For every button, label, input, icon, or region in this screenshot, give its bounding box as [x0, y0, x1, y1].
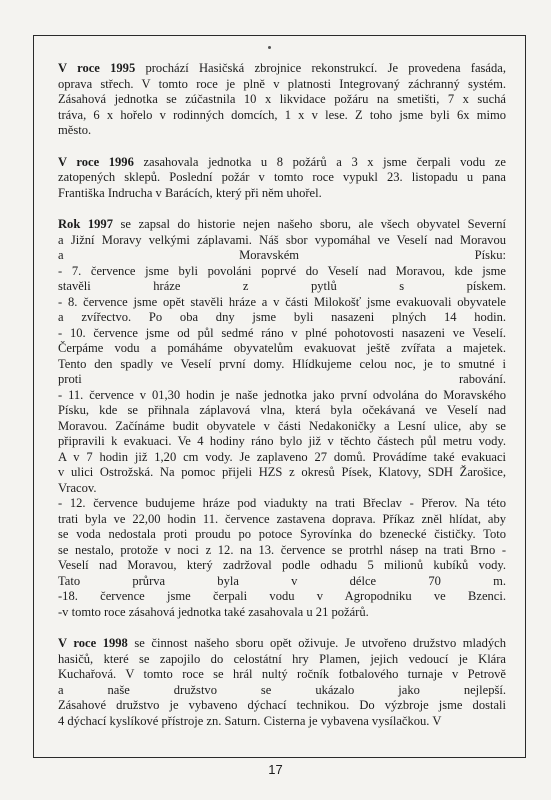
text-line	[58, 512, 506, 528]
line-text: oprava střech. V tomto roce je plně v platnosti Integrovaný záchranný systém.	[58, 76, 506, 91]
line-text: zasahovala jednotka u 8 požárů a 3 x jsme čerpali vodu ze	[133, 154, 506, 169]
line-text: -v tomto roce zásahová jednotka také zasahovala u 21 požárů.	[58, 604, 369, 619]
year-heading: V roce 1996	[58, 154, 134, 169]
text-line	[58, 77, 506, 93]
year-heading: Rok 1997	[58, 217, 113, 231]
text-line	[58, 326, 506, 342]
text-line	[58, 61, 506, 77]
text-line	[58, 295, 506, 311]
line-text: Veselí nad Moravou, který zadržoval podle odhadu 5 milionů kubíků vody.	[58, 558, 506, 572]
text-line	[58, 667, 506, 683]
paragraph	[58, 636, 506, 729]
line-text: a naše družstvo se ukázalo jako nejlepší.	[58, 682, 506, 697]
text-line	[58, 372, 506, 388]
line-text: - 7. července jsme byli povoláni poprvé do Veselí nad Moravou, kde jsme	[58, 263, 506, 278]
line-text: Františka Indrucha v Barácích, který při něm uhořel.	[58, 185, 322, 200]
line-text: proti rabování.	[58, 372, 506, 386]
line-text: a Jižní Moravy velkými záplavami. Náš sbor vypomáhal ve Veselí nad Moravou	[58, 232, 506, 247]
text-line	[58, 279, 506, 295]
line-text: a zvířectvo. Po oba dny jsme byli nasazeni plných 14 hodin.	[58, 310, 506, 324]
line-text: se nestalo, protože v noci z 12. na 13. července se protrhl násep na trati Brno -	[58, 542, 506, 557]
line-text: -18. července jsme čerpali vodu v Agropodniku ve Bzenci.	[58, 589, 506, 603]
line-text: Písku, kde se přihnala záplavová vlna, která byla očekávaná ve Veselí nad	[58, 403, 506, 417]
line-text: se činnost našeho sboru opět oživuje. Je utvořeno družstvo mladých	[127, 636, 506, 650]
text-line	[58, 589, 506, 605]
text-line	[58, 248, 506, 264]
line-text: - 10. července jsme od půl sedmé ráno v plné pohotovosti nasazeni ve Veselí.	[58, 325, 506, 340]
line-text: Kuchařová. V tomto roce se hrál nultý ročník fotbalového turnaje v Petrově	[58, 667, 506, 681]
text-line	[58, 465, 506, 481]
line-text: - 11. července v 01,30 hodin je naše jednotka jako první odvolána do Moravského	[58, 387, 506, 402]
line-text: se zapsal do historie nejen našeho sboru, ale všech obyvatel Severní	[112, 217, 506, 231]
line-text: připravili k evakuaci. Ve 4 hodiny ráno bylo již v těchto částech půl metru vody.	[58, 434, 506, 448]
text-line	[58, 574, 506, 590]
line-text: trati byla ve 22,00 hodin 11. července zastavena doprava. Příkaz zněl hlídat, aby	[58, 511, 506, 526]
text-line	[58, 714, 506, 730]
text-line	[58, 543, 506, 559]
year-heading: V roce 1995	[58, 61, 136, 75]
line-text: Tato průrva byla v délce 70 m.	[58, 573, 506, 588]
text-line	[58, 170, 506, 186]
text-line	[58, 683, 506, 699]
page-number: 17	[268, 762, 283, 777]
text-line	[58, 388, 506, 404]
text-line	[58, 481, 506, 497]
line-text: Vracov.	[58, 480, 97, 495]
line-text: 4 dýchací kyslíkové přístroje zn. Saturn. Cisterna je vybavena vysílačkou. V	[58, 713, 442, 728]
text-line	[58, 527, 506, 543]
line-text: Čerpáme vodu a pomáháme obyvatelům evakuovat ještě zvířata a majetek.	[58, 341, 506, 355]
text-line	[58, 233, 506, 249]
paragraph	[58, 61, 506, 139]
line-text: v ulici Ostrožská. Na pomoc přijeli HZS z okresů Písek, Klatovy, SDH Žarošice,	[58, 465, 506, 479]
line-text: A v 7 hodin již 1,20 cm vody. Je zaplaveno 27 domů. Provádíme také evakuaci	[58, 449, 506, 464]
text-line	[58, 652, 506, 668]
line-text: zatopených sklepů. Poslední požár v tomto roce vypukl 23. listopadu u pana	[58, 170, 506, 184]
paragraph	[58, 155, 506, 202]
line-text: - 8. července jsme opět stavěli hráze a v části Milokošť jsme evakuovali obyvatele	[58, 294, 506, 309]
text-line	[58, 310, 506, 326]
line-text: hasičů, které se zapojilo do celostátní hry Plamen, jejich vedoucí je Klára	[58, 651, 506, 666]
text-line	[58, 419, 506, 435]
text-line	[58, 698, 506, 714]
text-line	[58, 450, 506, 466]
text-line	[58, 558, 506, 574]
text-line	[58, 357, 506, 373]
text-line	[58, 186, 506, 202]
chronicle-text	[58, 61, 506, 729]
text-line	[58, 92, 506, 108]
paragraph	[58, 217, 506, 620]
line-text: Moravou. Začínáme budit obyvatele v části Nedakoničky a Lesní ulice, aby se	[58, 418, 506, 433]
text-line	[58, 217, 506, 233]
text-line	[58, 605, 506, 621]
text-line	[58, 264, 506, 280]
text-line	[58, 403, 506, 419]
text-line	[58, 434, 506, 450]
text-line	[58, 123, 506, 139]
line-text: Zásahová jednotka se zúčastnila 10 x likvidace požáru na smetišti, 7 x suchá	[58, 92, 506, 106]
text-line	[58, 636, 506, 652]
line-text: tráva, 6 x hořelo v rodinných domcích, 1 x v lese. Z toho jsme byli 6x mimo	[58, 107, 506, 122]
text-line	[58, 108, 506, 124]
text-line	[58, 496, 506, 512]
year-heading: V roce 1998	[58, 636, 128, 650]
line-text: a Moravském Písku:	[58, 248, 506, 262]
line-text: - 12. července budujeme hráze pod viadukty na trati Břeclav - Přerov. Na této	[58, 496, 506, 510]
line-text: Zásahové družstvo je vybaveno dýchací technikou. Do výzbroje jsme dostali	[58, 698, 506, 712]
line-text: prochází Hasičská zbrojnice rekonstrukcí. Je provedena fasáda,	[135, 61, 506, 75]
text-line	[58, 341, 506, 357]
line-text: stavěli hráze z pytlů s pískem.	[58, 279, 506, 293]
text-line	[58, 155, 506, 171]
line-text: město.	[58, 123, 92, 137]
line-text: se voda nedostala proti proudu po potoce Syrovínka do bzenecké čističky. Toto	[58, 527, 506, 541]
line-text: Tento den spadly ve Veselí první domy. Hlídkujeme celou noc, je to smutné i	[58, 356, 506, 371]
